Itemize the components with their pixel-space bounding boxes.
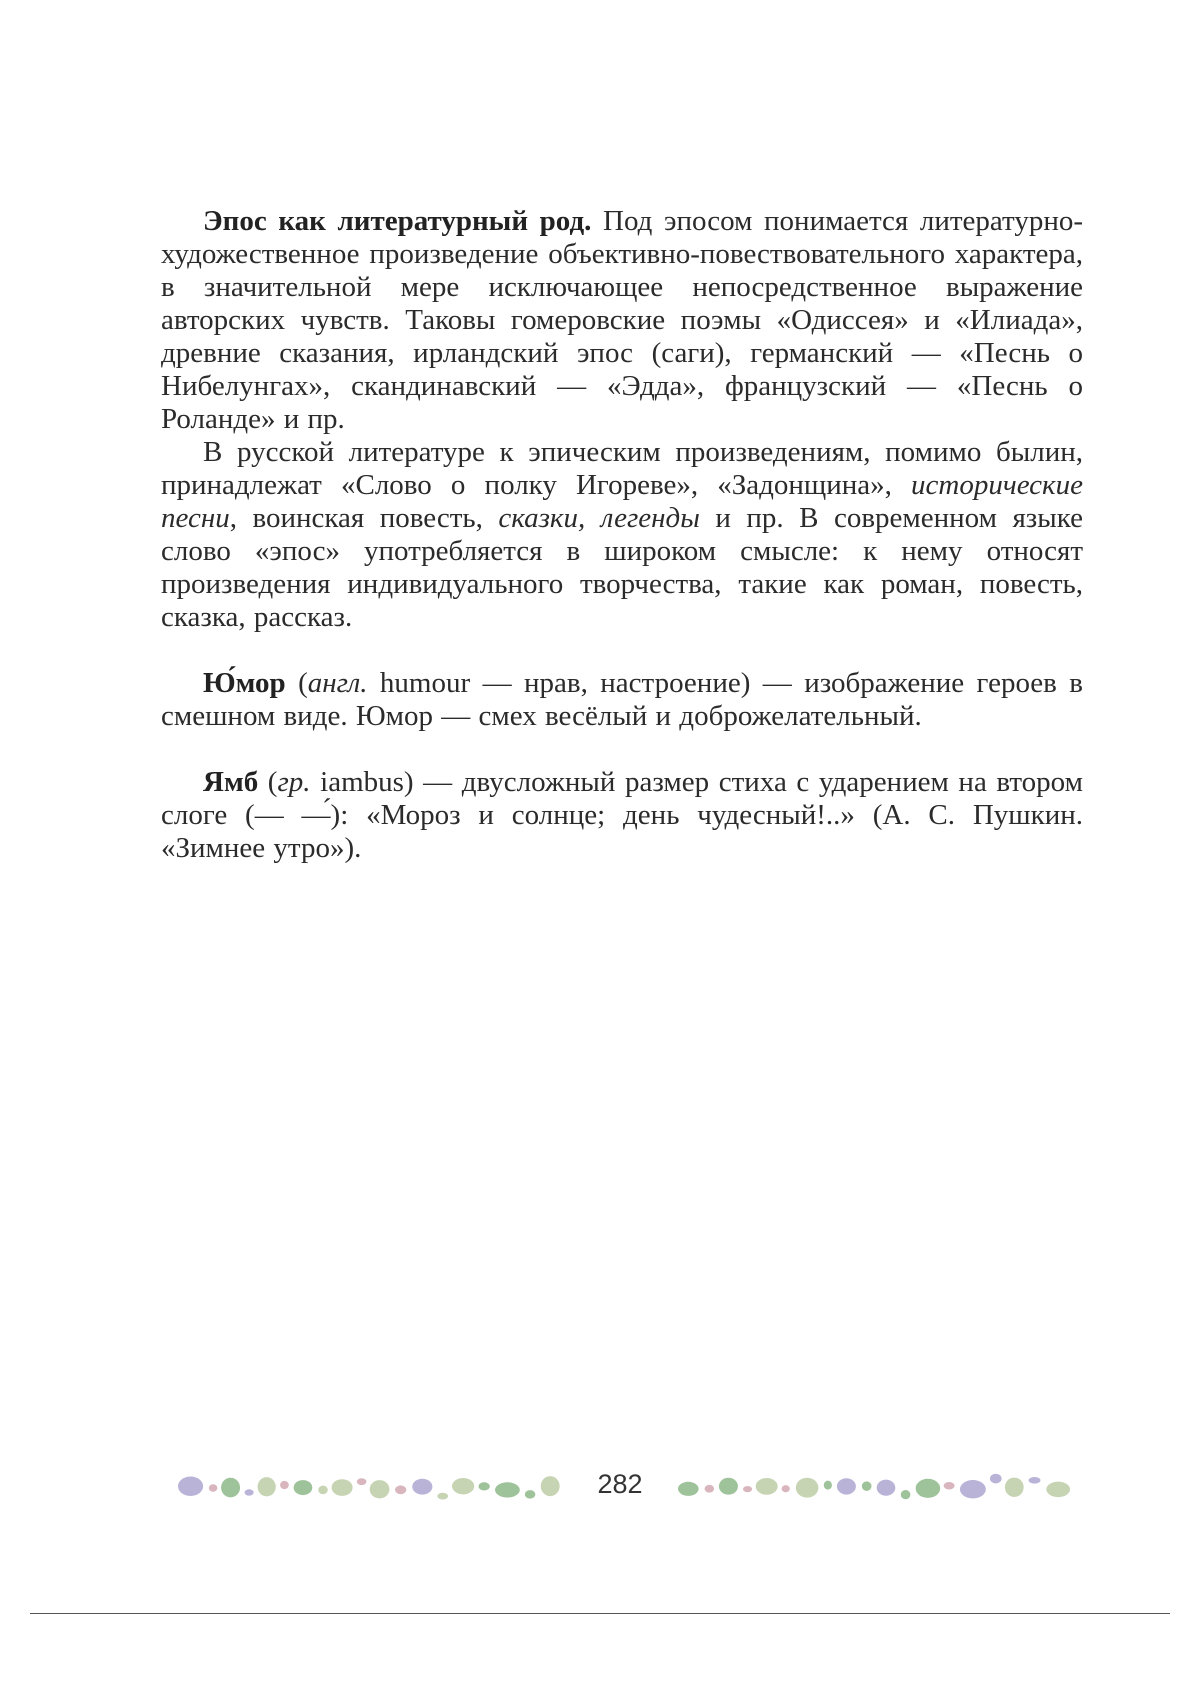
pebble-shape — [541, 1476, 560, 1496]
pebble-shape — [862, 1481, 872, 1491]
pebble-shape — [395, 1485, 406, 1494]
pebble-shape — [743, 1486, 752, 1492]
pebble-shape — [294, 1480, 313, 1495]
pebble-shape — [1046, 1482, 1070, 1497]
left-pebble-ornament — [170, 1462, 570, 1512]
pebble-shape — [280, 1481, 289, 1489]
pebble-shape — [332, 1479, 353, 1496]
pebble-shape — [837, 1478, 856, 1494]
term-yumor: Ю́мор — [203, 667, 286, 699]
main-text — [161, 205, 1083, 898]
pebble-shape — [258, 1477, 276, 1496]
entry-yumor — [161, 667, 1083, 733]
pebble-shape — [1005, 1478, 1024, 1497]
page-footer — [170, 1462, 1070, 1512]
pebble-shape — [944, 1482, 955, 1489]
pebble-shape — [412, 1479, 432, 1495]
pebble-shape — [796, 1478, 819, 1498]
epos-paragraph-2: В русской литературе к эпическим произведениям, помимо былин, принадлежат «Слово о полку Игореве», «Задонщина», исторические песни, воинская повесть, сказки, легенды и пр. В современном языке слово «эпос» употребляется в широком смысле: к нему относят произведения индивидуального творчества, такие как роман, повесть, сказка, рассказ. — [161, 436, 1083, 633]
term-epos: Эпос как литературный род. — [203, 205, 592, 237]
pebble-shape — [916, 1479, 941, 1498]
pebble-shape — [209, 1484, 218, 1491]
pebble-shape — [178, 1477, 203, 1497]
pebble-shape — [318, 1486, 327, 1495]
pebble-shape — [678, 1482, 699, 1496]
pebble-shape — [782, 1485, 790, 1492]
bottom-rule — [30, 1613, 1170, 1614]
term-yamb: Ямб — [203, 766, 259, 798]
pebble-shape — [221, 1478, 240, 1498]
pebble-shape — [479, 1482, 490, 1490]
page-number: 282 — [597, 1469, 643, 1499]
pebble-shape — [756, 1478, 778, 1495]
pebble-shape — [245, 1489, 254, 1495]
epos-paragraph-1: Эпос как литературный род. Под эпосом понимается литературно-художественное произведение объективно-повествовательного характера, в значительной мере исключающее непосредственное выражение авторских чувств. Таковы гомеровские поэмы «Одиссея» и «Илиада», древние сказания, ирландский эпос (саги), германский — «Песнь о Нибелунгах», скандинавский — «Эдда», французский — «Песнь о Роланде» и пр. — [161, 205, 1083, 435]
entry-epos — [161, 205, 1083, 634]
pebble-shape — [437, 1493, 448, 1500]
pebble-shape — [705, 1485, 715, 1493]
pebble-shape — [990, 1474, 1002, 1484]
pebble-shape — [824, 1481, 832, 1490]
pebble-shape — [901, 1490, 911, 1499]
yumor-paragraph: Ю́мор (англ. humour — нрав, настроение) — изображение героев в смешном виде. Юмор — смех весёлый и доброжелательный. — [161, 667, 1083, 732]
pebble-shape — [357, 1478, 367, 1485]
pebble-shape — [719, 1478, 738, 1495]
pebble-shape — [960, 1480, 986, 1498]
pebble-shape — [452, 1478, 474, 1494]
pebble-shape — [495, 1482, 520, 1497]
entry-yamb — [161, 766, 1083, 865]
yamb-paragraph: Ямб (гр. iambus) — двусложный размер стиха с ударением на втором слоге (— —́): «Мороз и солнце; день чудесный!..» (А. С. Пушкин. «Зимнее утро»). — [161, 766, 1083, 864]
pebble-shape — [1029, 1477, 1041, 1484]
pebble-shape — [525, 1490, 536, 1498]
pebble-shape — [370, 1480, 390, 1498]
pebble-shape — [877, 1480, 896, 1496]
right-pebble-ornament — [670, 1462, 1070, 1512]
